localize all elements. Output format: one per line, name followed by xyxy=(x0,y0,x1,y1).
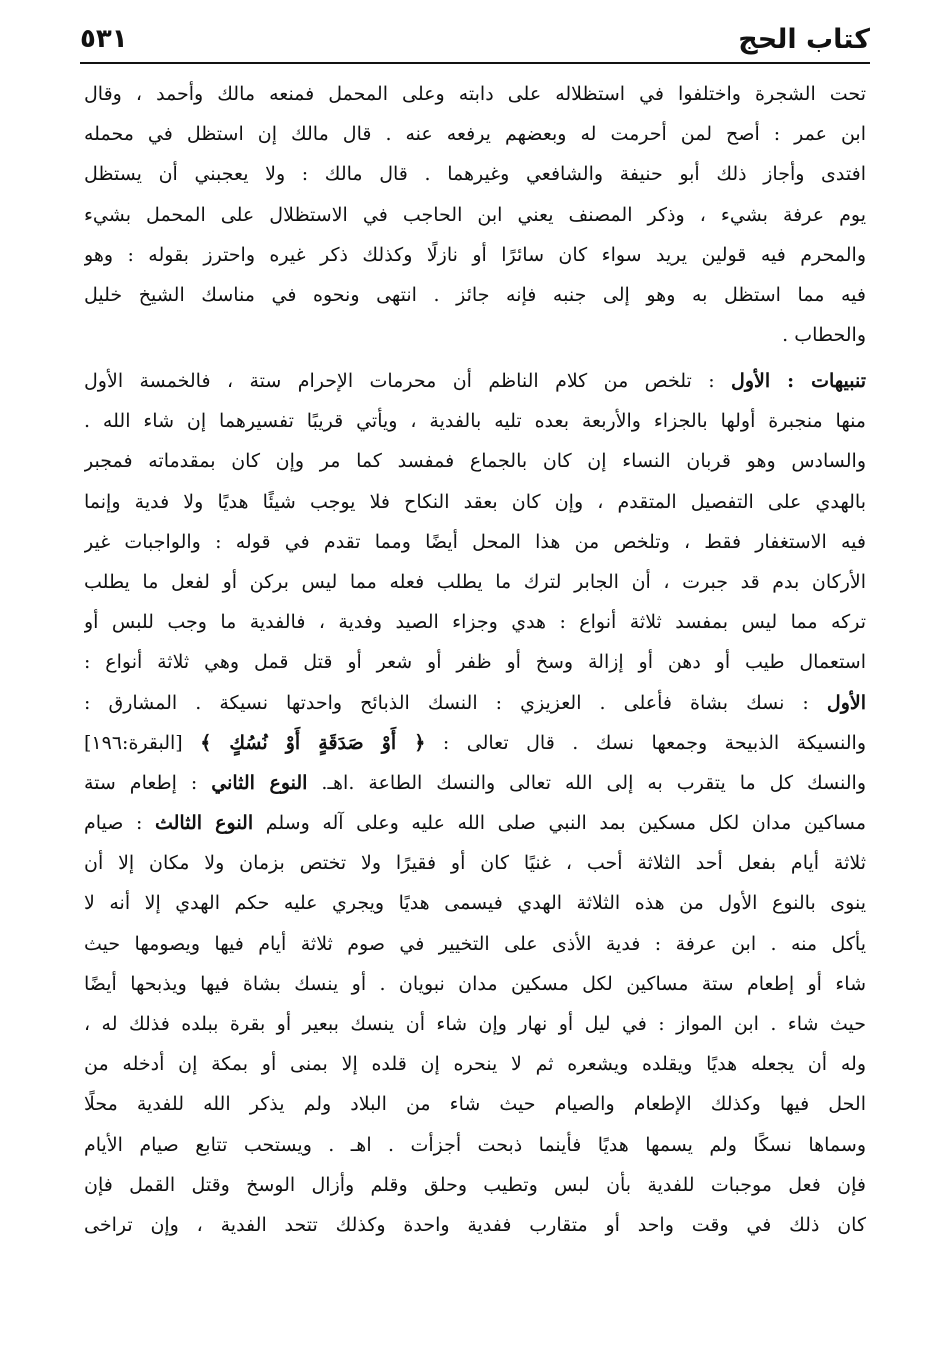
text-line: والسادس وهو قربان النساء إن كان بالجماع فمفسد كما مر وإن كان بمقدماته فمجبر xyxy=(84,450,866,473)
text-line: حيث شاء . ابن المواز : في ليل أو نهار وإن شاء أن ينسك ببعير أو بقرة ببلده فذلك له ، xyxy=(84,1013,866,1035)
quran-verse: ﴿ أَوْ صَدَقَةٍ أَوْ نُسُكٍ ﴾ xyxy=(200,731,426,754)
section-heading: تنبيهات : الأول xyxy=(731,370,866,392)
text-line: يوم عرفة بشيء ، وذكر المصنف يعني ابن الحاجب في الاستظلال على المحمل بشيء xyxy=(84,203,866,226)
text-line: تركه مما ليس بمفسد ثلاثة أنواع : هدي وجزاء الصيد وفدية ، فالفدية ما وجب للبس أو xyxy=(84,611,866,634)
text-span: : صيام xyxy=(84,812,155,835)
paragraph-1 xyxy=(84,74,866,355)
text-line: فيه مما استظل به وهو إلى جنبه فإنه جائز . انتهى ونحوه في مناسك الشيخ خليل xyxy=(84,283,866,306)
type-heading: النوع الثالث xyxy=(154,812,254,835)
text-line xyxy=(84,803,866,843)
text-line: والحطاب . xyxy=(782,324,866,347)
text-line: ينوى بالنوع الأول من هذه الثلاثة الهدي فيسمى هديًا ويجري عليه حكم الهدي إلا أنه لا xyxy=(84,892,866,915)
text-line: تحت الشجرة واختلفوا في استظلاله على دابته وعلى المحمل فمنعه مالك وأحمد ، وقال xyxy=(84,83,866,105)
text-line: استعمال طيب أو دهن أو إزالة وسخ أو ظفر أو شعر أو قتل قمل وهي ثلاثة أنواع : xyxy=(84,651,866,674)
text-line: افتدى وأجاز ذلك أبو حنيفة والشافعي وغيرهما . قال مالك : ولا يعجبني أن يستظل xyxy=(84,163,866,186)
text-line: الأركان بدم قد جبرت ، أن الجابر لترك ما يطلب فعله مما ليس بركن أو لفعل ما يطلب xyxy=(84,570,866,593)
text-span: : إطعام ستة xyxy=(84,771,212,794)
text-line: والمحرم فيه قولين يريد سواء كان سائرًا أو نازلًا وكذلك ذكر غيره واحترز بقوله : وهو xyxy=(84,243,866,266)
text-span: والنسك كل ما يتقرب به إلى الله تعالى والنسك الطاعة .اهـ. xyxy=(307,771,866,794)
text-line: يأكل منه . ابن عرفة : فدية الأذى على التخيير في صوم ثلاثة أيام فيها ويصومها حيث xyxy=(84,932,866,955)
text-line xyxy=(84,683,866,723)
type-heading: الأول xyxy=(826,691,866,714)
text-line: شاء أو إطعام ستة مساكين لكل مسكين مدان نبويان . أو ينسك بشاة فيها ويذبحها أيضًا xyxy=(84,972,866,995)
text-span: والنسيكة الذبيحة وجمعها نسك . قال تعالى : xyxy=(425,731,866,754)
text-line: الحل فيها وكذلك الإطعام والصيام حيث شاء من البلاد ولم يذكر الله للفدية محلًا xyxy=(84,1093,866,1116)
text-span: : نسك بشاة فأعلى . العزيزي : النسك الذبائح واحدتها نسيكة . المشارق : xyxy=(84,691,827,714)
running-title: كتاب الحج xyxy=(738,24,870,55)
paragraph-2 xyxy=(84,361,866,1245)
text-line: كان ذلك في وقت واحد أو متقارب ففدية واحدة وكذلك تتحد الفدية ، وإن تراخى xyxy=(84,1213,866,1236)
text-line xyxy=(84,763,866,803)
text-line: وله أن يجعله هديًا ويقلده ويشعره ثم لا ينحره إن قلده إلا بمنى أو بمكة إن أدخله من xyxy=(84,1053,866,1076)
page-header xyxy=(80,22,870,62)
text-line: وسماها نسكًا ولم يسمها هديًا فأينما ذبحت أجزأت . اهـ . ويستحب تتابع صيام الأيام xyxy=(84,1133,866,1156)
text-span: : تلخص من كلام الناظم أن محرمات الإحرام ستة ، فالخمسة الأول xyxy=(84,370,732,392)
text-line: فيه الاستغفار فقط ، وتلخص من هذا المحل أيضًا ومما تقدم في قوله : والواجبات غير xyxy=(84,530,866,553)
text-line: بالهدي على التفصيل المتقدم ، وإن كان بعقد النكاح فلا يوجب شيئًا هديًا ولا فدية وإنما xyxy=(84,490,866,513)
page-number: ٥٣١ xyxy=(80,24,128,54)
header-rule xyxy=(80,62,870,64)
text-line xyxy=(84,361,866,401)
text-line: ابن عمر : أصح لمن أحرمت له وبعضهم يرفعه عنه . قال مالك إن استظل في محمله xyxy=(84,123,866,146)
type-heading: النوع الثاني xyxy=(211,771,308,794)
text-line: فإن فعل موجبات للفدية بأن لبس وتطيب وحلق وقلم وأزال الوسخ وقتل القمل فإن xyxy=(84,1173,866,1196)
quran-reference: [البقرة:١٩٦] xyxy=(84,731,201,754)
text-line: منها منجبرة أولها بالجزاء والأربعة بعده تليه بالفدية ، ويأتي قريبًا تفسيرهما إن شاء الله . xyxy=(84,410,866,433)
text-line xyxy=(84,723,866,763)
text-line: ثلاثة أيام بفعل أحد الثلاثة أحب ، غنيًا كان أو فقيرًا ولا تختص بزمان ولا مكان إلا أن xyxy=(84,852,866,875)
text-span: مساكين مدان لكل مسكين بمد النبي صلى الله عليه وعلى آله وسلم xyxy=(253,812,866,835)
